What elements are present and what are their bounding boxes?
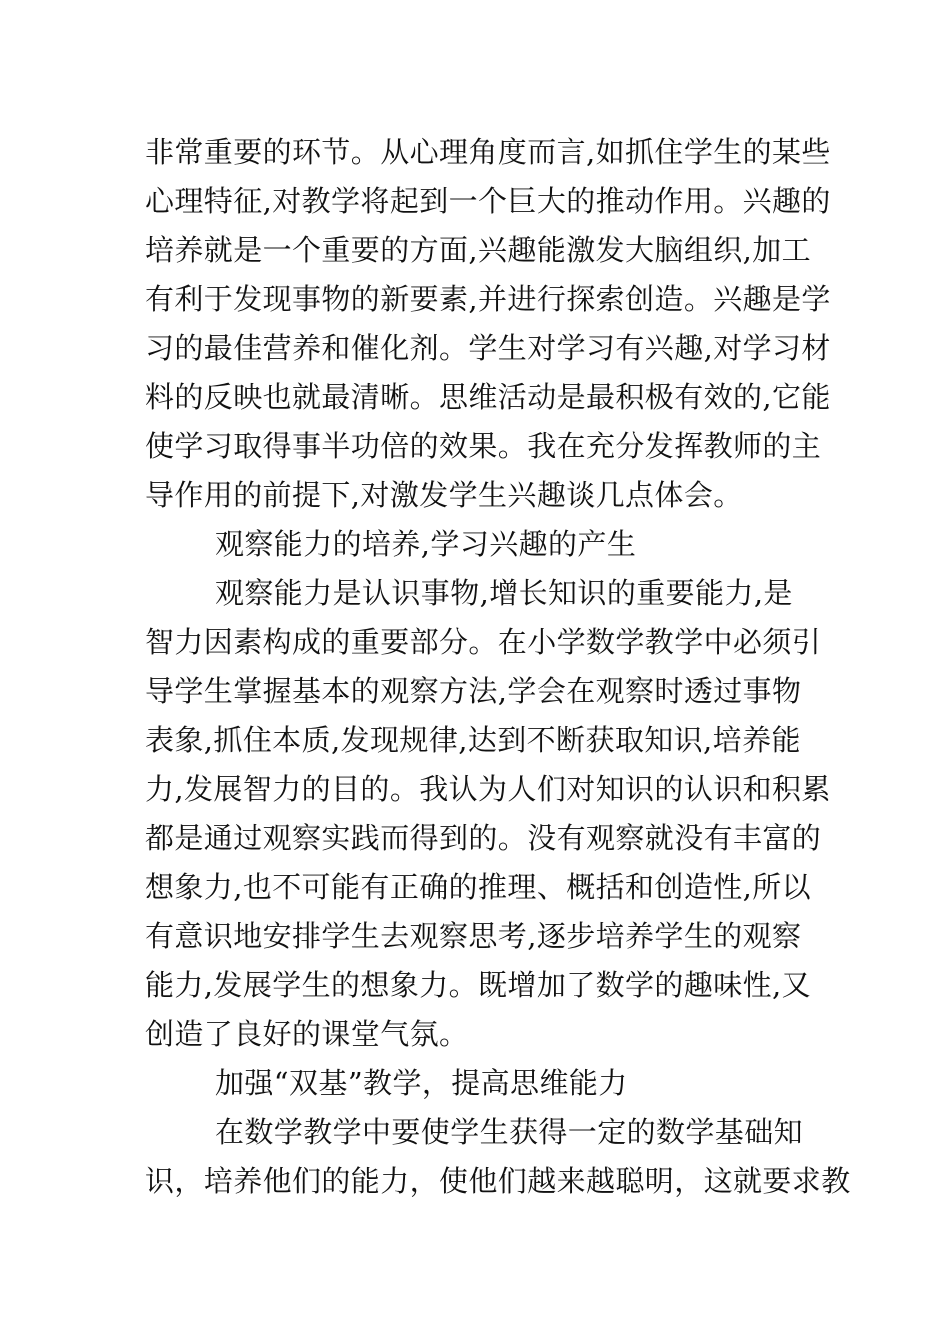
section-heading: 观察能力的培养,学习兴趣的产生 [215, 527, 637, 561]
text-line: 智力因素构成的重要部分。在小学数学教学中必须引 [145, 625, 822, 659]
text-line: 能力,发展学生的想象力。既增加了数学的趣味性,又 [145, 968, 812, 1002]
text-line: 创造了良好的课堂气氛。 [145, 1017, 469, 1051]
text-line: 导学生掌握基本的观察方法,学会在观察时透过事物 [145, 674, 802, 708]
text-line: 心理特征,对教学将起到一个巨大的推动作用。兴趣的 [145, 184, 831, 218]
paragraph-start-line: 观察能力是认识事物,增长知识的重要能力,是 [215, 576, 793, 610]
text-line: 导作用的前提下,对激发学生兴趣谈几点体会。 [145, 478, 743, 512]
text-line: 有意识地安排学生去观察思考,逐步培养学生的观察 [145, 919, 802, 953]
text-line: 识，培养他们的能力，使他们越来越聪明，这就要求教 [145, 1164, 851, 1198]
text-line: 非常重要的环节。从心理角度而言,如抓住学生的某些 [145, 135, 831, 169]
paragraph-start-line: 在数学教学中要使学生获得一定的数学基础知 [215, 1115, 804, 1149]
text-line: 表象,抓住本质,发现规律,达到不断获取知识,培养能 [145, 723, 801, 757]
text-line: 想象力,也不可能有正确的推理、概括和创造性,所以 [145, 870, 812, 904]
text-line: 使学习取得事半功倍的效果。我在充分发挥教师的主 [145, 429, 822, 463]
text-line: 习的最佳营养和催化剂。学生对学习有兴趣,对学习材 [145, 331, 831, 365]
text-line: 培养就是一个重要的方面,兴趣能激发大脑组织,加工 [145, 233, 812, 267]
section-heading: 加强“双基”教学，提高思维能力 [215, 1066, 628, 1100]
text-line: 有利于发现事物的新要素,并进行探索创造。兴趣是学 [145, 282, 831, 316]
document-page [145, 128, 851, 1206]
text-line: 都是通过观察实践而得到的。没有观察就没有丰富的 [145, 821, 822, 855]
text-line: 料的反映也就最清晰。思维活动是最积极有效的,它能 [145, 380, 831, 414]
text-line: 力,发展智力的目的。我认为人们对知识的认识和积累 [145, 772, 831, 806]
